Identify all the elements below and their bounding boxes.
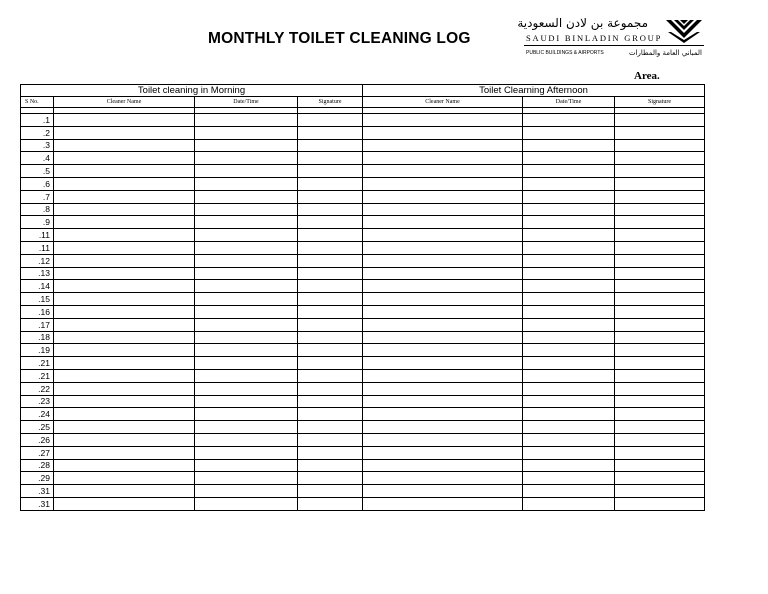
afternoon-datetime-cell[interactable] xyxy=(523,190,615,203)
morning-signature-cell[interactable] xyxy=(298,229,363,242)
row-number: .17 xyxy=(21,318,54,331)
morning-cleaner-name-cell[interactable] xyxy=(54,446,195,459)
afternoon-cleaner-name-cell[interactable] xyxy=(363,267,523,280)
morning-cleaner-name-cell[interactable] xyxy=(54,421,195,434)
afternoon-cleaner-name-cell[interactable] xyxy=(363,305,523,318)
afternoon-signature-cell[interactable] xyxy=(615,126,705,139)
morning-signature-cell[interactable] xyxy=(298,267,363,280)
afternoon-signature-cell[interactable] xyxy=(615,382,705,395)
table-row xyxy=(21,267,705,280)
afternoon-cleaner-name-cell[interactable] xyxy=(363,382,523,395)
morning-signature-cell[interactable] xyxy=(298,421,363,434)
afternoon-cleaner-name-cell[interactable] xyxy=(363,177,523,190)
afternoon-cleaner-name-cell[interactable] xyxy=(363,369,523,382)
table-row xyxy=(21,190,705,203)
table-row xyxy=(21,497,705,510)
morning-signature-cell[interactable] xyxy=(298,446,363,459)
morning-datetime-cell[interactable] xyxy=(195,395,298,408)
morning-signature-cell[interactable] xyxy=(298,382,363,395)
morning-cleaner-name-cell[interactable] xyxy=(54,305,195,318)
afternoon-datetime-cell[interactable] xyxy=(523,331,615,344)
afternoon-signature-cell[interactable] xyxy=(615,459,705,472)
morning-datetime-cell[interactable] xyxy=(195,459,298,472)
row-number: .19 xyxy=(21,344,54,357)
afternoon-signature-cell[interactable] xyxy=(615,446,705,459)
morning-cleaner-name-cell[interactable] xyxy=(54,229,195,242)
afternoon-signature-cell[interactable] xyxy=(615,267,705,280)
col-header-serial-no: S No. xyxy=(21,97,54,108)
afternoon-datetime-cell[interactable] xyxy=(523,421,615,434)
morning-cleaner-name-cell[interactable] xyxy=(54,395,195,408)
row-number: .21 xyxy=(21,369,54,382)
table-row xyxy=(21,216,705,229)
table-row xyxy=(21,305,705,318)
morning-signature-cell[interactable] xyxy=(298,254,363,267)
afternoon-signature-cell[interactable] xyxy=(615,497,705,510)
morning-cleaner-name-cell[interactable] xyxy=(54,344,195,357)
afternoon-cleaner-name-cell[interactable] xyxy=(363,421,523,434)
afternoon-signature-cell[interactable] xyxy=(615,369,705,382)
morning-datetime-cell[interactable] xyxy=(195,421,298,434)
row-number: .29 xyxy=(21,472,54,485)
morning-signature-cell[interactable] xyxy=(298,497,363,510)
table-row xyxy=(21,229,705,242)
afternoon-cleaner-name-cell[interactable] xyxy=(363,485,523,498)
afternoon-datetime-cell[interactable] xyxy=(523,382,615,395)
afternoon-datetime-cell[interactable] xyxy=(523,344,615,357)
binladin-chevron-logo-icon xyxy=(664,16,704,44)
afternoon-cleaner-name-cell[interactable] xyxy=(363,497,523,510)
afternoon-datetime-cell[interactable] xyxy=(523,497,615,510)
afternoon-cleaner-name-cell[interactable] xyxy=(363,357,523,370)
morning-cleaner-name-cell[interactable] xyxy=(54,497,195,510)
morning-signature-cell[interactable] xyxy=(298,139,363,152)
morning-datetime-cell[interactable] xyxy=(195,293,298,306)
morning-datetime-cell[interactable] xyxy=(195,254,298,267)
morning-cleaner-name-cell[interactable] xyxy=(54,165,195,178)
col-header-afternoon-datetime: Date/Time xyxy=(523,97,615,108)
logo-english-name: SAUDI BINLADIN GROUP xyxy=(526,33,663,43)
afternoon-cleaner-name-cell[interactable] xyxy=(363,331,523,344)
table-row xyxy=(21,344,705,357)
afternoon-cleaner-name-cell[interactable] xyxy=(363,472,523,485)
row-number: .15 xyxy=(21,293,54,306)
morning-cleaner-name-cell[interactable] xyxy=(54,280,195,293)
table-row xyxy=(21,369,705,382)
table-row xyxy=(21,421,705,434)
afternoon-datetime-cell[interactable] xyxy=(523,446,615,459)
morning-datetime-cell[interactable] xyxy=(195,267,298,280)
morning-signature-cell[interactable] xyxy=(298,177,363,190)
morning-datetime-cell[interactable] xyxy=(195,126,298,139)
morning-cleaner-name-cell[interactable] xyxy=(54,331,195,344)
morning-signature-cell[interactable] xyxy=(298,395,363,408)
morning-datetime-cell[interactable] xyxy=(195,485,298,498)
afternoon-datetime-cell[interactable] xyxy=(523,369,615,382)
table-row xyxy=(21,139,705,152)
col-header-morning-datetime: Date/Time xyxy=(195,97,298,108)
afternoon-cleaner-name-cell[interactable] xyxy=(363,241,523,254)
afternoon-datetime-cell[interactable] xyxy=(523,267,615,280)
afternoon-cleaner-name-cell[interactable] xyxy=(363,446,523,459)
row-number: .18 xyxy=(21,331,54,344)
row-number: .5 xyxy=(21,165,54,178)
morning-signature-cell[interactable] xyxy=(298,241,363,254)
afternoon-datetime-cell[interactable] xyxy=(523,395,615,408)
col-header-morning-cleaner-name: Cleaner Name xyxy=(54,97,195,108)
morning-cleaner-name-cell[interactable] xyxy=(54,203,195,216)
table-row xyxy=(21,408,705,421)
area-label: Area. xyxy=(634,70,660,82)
morning-signature-cell[interactable] xyxy=(298,126,363,139)
col-header-afternoon-cleaner-name: Cleaner Name xyxy=(363,97,523,108)
table-row xyxy=(21,177,705,190)
morning-cleaner-name-cell[interactable] xyxy=(54,241,195,254)
table-row xyxy=(21,254,705,267)
afternoon-signature-cell[interactable] xyxy=(615,421,705,434)
morning-datetime-cell[interactable] xyxy=(195,114,298,127)
afternoon-datetime-cell[interactable] xyxy=(523,459,615,472)
afternoon-signature-cell[interactable] xyxy=(615,165,705,178)
morning-signature-cell[interactable] xyxy=(298,369,363,382)
row-number: .31 xyxy=(21,497,54,510)
afternoon-signature-cell[interactable] xyxy=(615,280,705,293)
afternoon-cleaner-name-cell[interactable] xyxy=(363,139,523,152)
afternoon-signature-cell[interactable] xyxy=(615,472,705,485)
afternoon-cleaner-name-cell[interactable] xyxy=(363,216,523,229)
table-row xyxy=(21,459,705,472)
morning-datetime-cell[interactable] xyxy=(195,139,298,152)
table-row xyxy=(21,318,705,331)
afternoon-signature-cell[interactable] xyxy=(615,395,705,408)
row-number: .12 xyxy=(21,254,54,267)
row-number: .11 xyxy=(21,241,54,254)
morning-datetime-cell[interactable] xyxy=(195,357,298,370)
morning-datetime-cell[interactable] xyxy=(195,305,298,318)
company-logo xyxy=(517,16,704,64)
morning-cleaner-name-cell[interactable] xyxy=(54,369,195,382)
afternoon-datetime-cell[interactable] xyxy=(523,408,615,421)
morning-signature-cell[interactable] xyxy=(298,331,363,344)
logo-arabic-name: مجموعة بن لادن السعودية xyxy=(517,16,648,30)
afternoon-datetime-cell[interactable] xyxy=(523,229,615,242)
logo-division-arabic: المباني العامة والمطارات xyxy=(629,49,702,57)
morning-datetime-cell[interactable] xyxy=(195,497,298,510)
table-row xyxy=(21,395,705,408)
table-row xyxy=(21,382,705,395)
afternoon-cleaner-name-cell[interactable] xyxy=(363,459,523,472)
afternoon-datetime-cell[interactable] xyxy=(523,177,615,190)
afternoon-datetime-cell[interactable] xyxy=(523,293,615,306)
morning-cleaner-name-cell[interactable] xyxy=(54,382,195,395)
table-row xyxy=(21,331,705,344)
morning-datetime-cell[interactable] xyxy=(195,241,298,254)
col-header-morning-signature: Signature xyxy=(298,97,363,108)
afternoon-datetime-cell[interactable] xyxy=(523,280,615,293)
row-number: .14 xyxy=(21,280,54,293)
afternoon-cleaner-name-cell[interactable] xyxy=(363,408,523,421)
afternoon-datetime-cell[interactable] xyxy=(523,114,615,127)
morning-datetime-cell[interactable] xyxy=(195,203,298,216)
afternoon-signature-cell[interactable] xyxy=(615,485,705,498)
afternoon-cleaner-name-cell[interactable] xyxy=(363,254,523,267)
row-number: .16 xyxy=(21,305,54,318)
morning-cleaner-name-cell[interactable] xyxy=(54,216,195,229)
afternoon-cleaner-name-cell[interactable] xyxy=(363,114,523,127)
morning-cleaner-name-cell[interactable] xyxy=(54,114,195,127)
table-row xyxy=(21,126,705,139)
morning-datetime-cell[interactable] xyxy=(195,446,298,459)
table-row xyxy=(21,114,705,127)
morning-datetime-cell[interactable] xyxy=(195,433,298,446)
table-row xyxy=(21,446,705,459)
row-number: .23 xyxy=(21,395,54,408)
cleaning-log-table xyxy=(20,84,705,511)
afternoon-signature-cell[interactable] xyxy=(615,331,705,344)
afternoon-signature-cell[interactable] xyxy=(615,114,705,127)
morning-signature-cell[interactable] xyxy=(298,408,363,421)
afternoon-datetime-cell[interactable] xyxy=(523,357,615,370)
table-row xyxy=(21,472,705,485)
morning-cleaner-name-cell[interactable] xyxy=(54,293,195,306)
row-number: .22 xyxy=(21,382,54,395)
afternoon-cleaner-name-cell[interactable] xyxy=(363,395,523,408)
morning-signature-cell[interactable] xyxy=(298,459,363,472)
morning-signature-cell[interactable] xyxy=(298,472,363,485)
afternoon-signature-cell[interactable] xyxy=(615,241,705,254)
morning-datetime-cell[interactable] xyxy=(195,344,298,357)
afternoon-signature-cell[interactable] xyxy=(615,344,705,357)
afternoon-signature-cell[interactable] xyxy=(615,408,705,421)
morning-datetime-cell[interactable] xyxy=(195,177,298,190)
row-number: .6 xyxy=(21,177,54,190)
table-row xyxy=(21,165,705,178)
morning-cleaner-name-cell[interactable] xyxy=(54,472,195,485)
table-row xyxy=(21,357,705,370)
afternoon-datetime-cell[interactable] xyxy=(523,305,615,318)
row-number: .3 xyxy=(21,139,54,152)
afternoon-signature-cell[interactable] xyxy=(615,177,705,190)
row-number: .21 xyxy=(21,357,54,370)
morning-cleaner-name-cell[interactable] xyxy=(54,408,195,421)
afternoon-signature-cell[interactable] xyxy=(615,190,705,203)
morning-cleaner-name-cell[interactable] xyxy=(54,139,195,152)
page-title: MONTHLY TOILET CLEANING LOG xyxy=(208,30,471,47)
morning-signature-cell[interactable] xyxy=(298,293,363,306)
morning-signature-cell[interactable] xyxy=(298,203,363,216)
afternoon-signature-cell[interactable] xyxy=(615,139,705,152)
table-row xyxy=(21,433,705,446)
morning-datetime-cell[interactable] xyxy=(195,369,298,382)
morning-datetime-cell[interactable] xyxy=(195,165,298,178)
row-number: .31 xyxy=(21,485,54,498)
morning-signature-cell[interactable] xyxy=(298,485,363,498)
afternoon-cleaner-name-cell[interactable] xyxy=(363,190,523,203)
morning-cleaner-name-cell[interactable] xyxy=(54,485,195,498)
afternoon-signature-cell[interactable] xyxy=(615,305,705,318)
afternoon-datetime-cell[interactable] xyxy=(523,126,615,139)
morning-cleaner-name-cell[interactable] xyxy=(54,459,195,472)
morning-cleaner-name-cell[interactable] xyxy=(54,433,195,446)
morning-datetime-cell[interactable] xyxy=(195,216,298,229)
morning-signature-cell[interactable] xyxy=(298,216,363,229)
morning-cleaner-name-cell[interactable] xyxy=(54,254,195,267)
afternoon-datetime-cell[interactable] xyxy=(523,433,615,446)
morning-datetime-cell[interactable] xyxy=(195,382,298,395)
table-row xyxy=(21,241,705,254)
afternoon-datetime-cell[interactable] xyxy=(523,472,615,485)
morning-signature-cell[interactable] xyxy=(298,165,363,178)
table-row xyxy=(21,280,705,293)
afternoon-datetime-cell[interactable] xyxy=(523,318,615,331)
morning-signature-cell[interactable] xyxy=(298,433,363,446)
afternoon-datetime-cell[interactable] xyxy=(523,165,615,178)
afternoon-datetime-cell[interactable] xyxy=(523,152,615,165)
afternoon-datetime-cell[interactable] xyxy=(523,254,615,267)
table-row xyxy=(21,293,705,306)
row-number: .8 xyxy=(21,203,54,216)
afternoon-cleaner-name-cell[interactable] xyxy=(363,229,523,242)
morning-datetime-cell[interactable] xyxy=(195,229,298,242)
row-number: .1 xyxy=(21,114,54,127)
row-number: .28 xyxy=(21,459,54,472)
afternoon-datetime-cell[interactable] xyxy=(523,485,615,498)
afternoon-cleaner-name-cell[interactable] xyxy=(363,293,523,306)
morning-signature-cell[interactable] xyxy=(298,357,363,370)
morning-signature-cell[interactable] xyxy=(298,152,363,165)
logo-divider xyxy=(524,45,704,46)
afternoon-cleaner-name-cell[interactable] xyxy=(363,344,523,357)
afternoon-cleaner-name-cell[interactable] xyxy=(363,318,523,331)
row-number: .9 xyxy=(21,216,54,229)
row-number: .27 xyxy=(21,446,54,459)
row-number: .26 xyxy=(21,433,54,446)
afternoon-signature-cell[interactable] xyxy=(615,293,705,306)
morning-signature-cell[interactable] xyxy=(298,280,363,293)
morning-signature-cell[interactable] xyxy=(298,190,363,203)
row-number: .2 xyxy=(21,126,54,139)
afternoon-datetime-cell[interactable] xyxy=(523,216,615,229)
afternoon-signature-cell[interactable] xyxy=(615,152,705,165)
afternoon-cleaner-name-cell[interactable] xyxy=(363,126,523,139)
afternoon-signature-cell[interactable] xyxy=(615,216,705,229)
afternoon-signature-cell[interactable] xyxy=(615,229,705,242)
morning-datetime-cell[interactable] xyxy=(195,331,298,344)
morning-cleaner-name-cell[interactable] xyxy=(54,357,195,370)
afternoon-cleaner-name-cell[interactable] xyxy=(363,203,523,216)
morning-cleaner-name-cell[interactable] xyxy=(54,152,195,165)
morning-section-header: Toilet cleaning in Morning xyxy=(21,85,363,97)
morning-datetime-cell[interactable] xyxy=(195,472,298,485)
row-number: .25 xyxy=(21,421,54,434)
afternoon-datetime-cell[interactable] xyxy=(523,139,615,152)
afternoon-cleaner-name-cell[interactable] xyxy=(363,280,523,293)
afternoon-datetime-cell[interactable] xyxy=(523,241,615,254)
morning-datetime-cell[interactable] xyxy=(195,318,298,331)
afternoon-signature-cell[interactable] xyxy=(615,357,705,370)
morning-datetime-cell[interactable] xyxy=(195,152,298,165)
table-row xyxy=(21,152,705,165)
afternoon-cleaner-name-cell[interactable] xyxy=(363,152,523,165)
morning-datetime-cell[interactable] xyxy=(195,280,298,293)
morning-signature-cell[interactable] xyxy=(298,305,363,318)
morning-cleaner-name-cell[interactable] xyxy=(54,190,195,203)
morning-signature-cell[interactable] xyxy=(298,114,363,127)
afternoon-section-header: Toilet Clearning Afternoon xyxy=(363,85,705,97)
row-number: .11 xyxy=(21,229,54,242)
row-number: .13 xyxy=(21,267,54,280)
row-number: .4 xyxy=(21,152,54,165)
morning-signature-cell[interactable] xyxy=(298,344,363,357)
afternoon-signature-cell[interactable] xyxy=(615,318,705,331)
afternoon-cleaner-name-cell[interactable] xyxy=(363,165,523,178)
afternoon-signature-cell[interactable] xyxy=(615,433,705,446)
morning-datetime-cell[interactable] xyxy=(195,408,298,421)
morning-cleaner-name-cell[interactable] xyxy=(54,177,195,190)
morning-cleaner-name-cell[interactable] xyxy=(54,126,195,139)
row-number: .7 xyxy=(21,190,54,203)
afternoon-signature-cell[interactable] xyxy=(615,254,705,267)
morning-cleaner-name-cell[interactable] xyxy=(54,318,195,331)
col-header-afternoon-signature: Signature xyxy=(615,97,705,108)
morning-signature-cell[interactable] xyxy=(298,318,363,331)
table-row xyxy=(21,485,705,498)
afternoon-datetime-cell[interactable] xyxy=(523,203,615,216)
row-number: .24 xyxy=(21,408,54,421)
morning-datetime-cell[interactable] xyxy=(195,190,298,203)
logo-division-english: PUBLIC BUILDINGS & AIRPORTS xyxy=(526,50,604,56)
afternoon-cleaner-name-cell[interactable] xyxy=(363,433,523,446)
table-row xyxy=(21,203,705,216)
morning-cleaner-name-cell[interactable] xyxy=(54,267,195,280)
afternoon-signature-cell[interactable] xyxy=(615,203,705,216)
